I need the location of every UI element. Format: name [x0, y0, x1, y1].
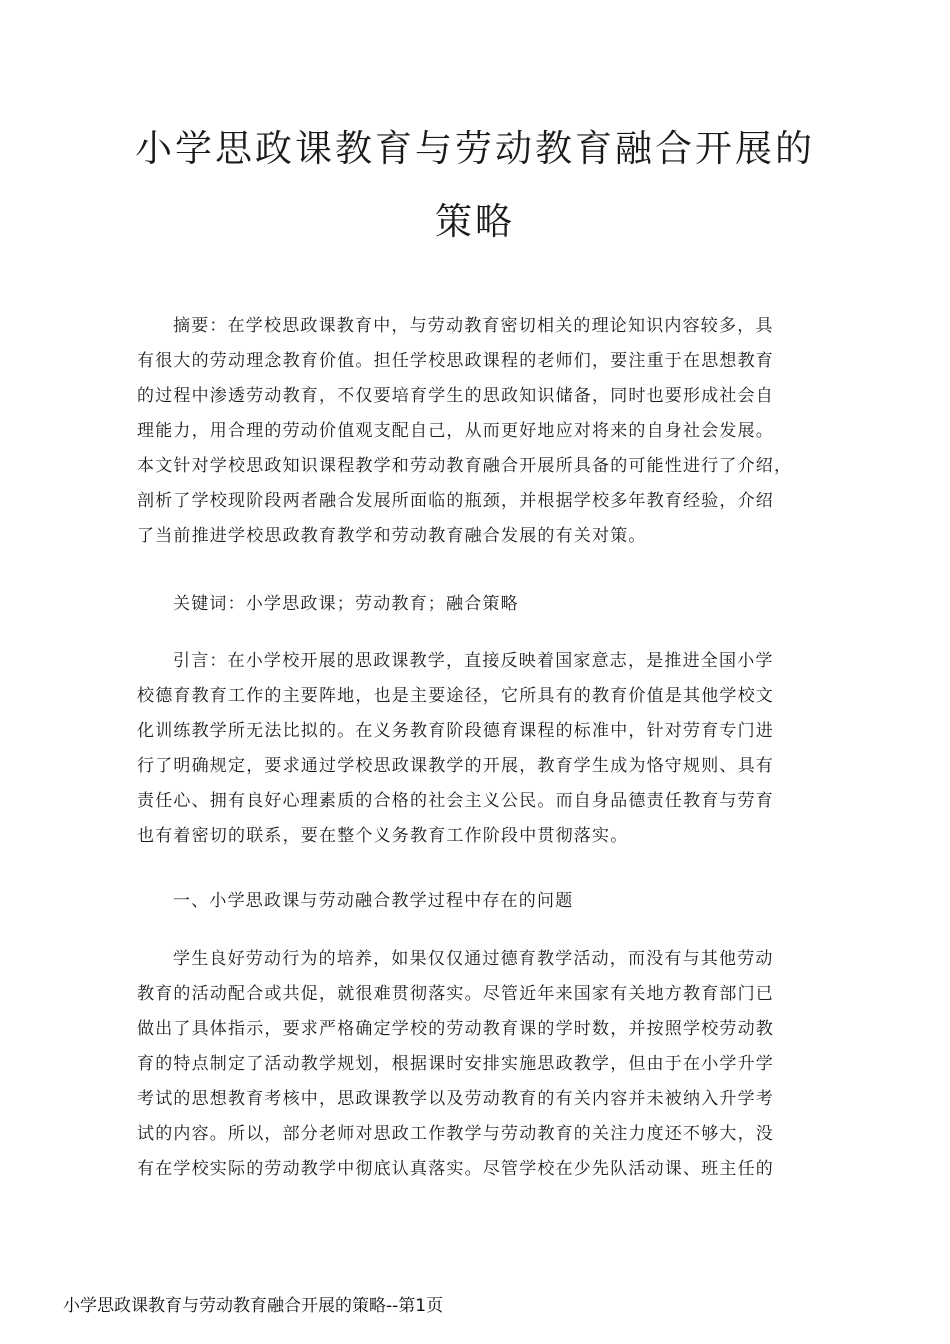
introduction-line: 责任心、拥有良好心理素质的合格的社会主义公民。而自身品德责任教育与劳育 [137, 791, 774, 811]
section-1-line: 育的特点制定了活动教学规划，根据课时安排实施思政教学，但由于在小学升学 [137, 1054, 774, 1074]
abstract-line: 了当前推进学校思政教育教学和劳动教育融合发展的有关对策。 [137, 526, 647, 546]
section-1-line: 考试的思想教育考核中，思政课教学以及劳动教育的有关内容并未被纳入升学考 [137, 1089, 774, 1109]
abstract-line: 的过程中渗透劳动教育，不仅要培育学生的思政知识储备，同时也要形成社会自 [137, 386, 774, 406]
introduction-paragraph [137, 644, 817, 854]
introduction-line: 化训练教学所无法比拟的。在义务教育阶段德育课程的标准中，针对劳育专门进 [137, 721, 774, 741]
page-footer-label: 小学思政课教育与劳动教育融合开展的策略--第1页 [63, 1296, 444, 1316]
keywords-paragraph [137, 587, 817, 622]
abstract-paragraph [137, 309, 817, 554]
introduction-line: 校德育教育工作的主要阵地，也是主要途径，它所具有的教育价值是其他学校文 [137, 686, 774, 706]
introduction-line: 也有着密切的联系，要在整个义务教育工作阶段中贯彻落实。 [137, 826, 629, 846]
abstract-line: 摘要：在学校思政课教育中，与劳动教育密切相关的理论知识内容较多，具 [173, 316, 774, 336]
abstract-line: 有很大的劳动理念教育价值。担任学校思政课程的老师们，要注重于在思想教育 [137, 351, 774, 371]
abstract-line: 理能力，用合理的劳动价值观支配自己，从而更好地应对将来的自身社会发展。 [137, 421, 774, 441]
document-title-line-2: 策略 [435, 200, 515, 243]
keywords-line: 关键词：小学思政课；劳动教育；融合策略 [173, 594, 519, 614]
section-1-line: 学生良好劳动行为的培养，如果仅仅通过德育教学活动，而没有与其他劳动 [173, 949, 774, 969]
section-1-line: 教育的活动配合或共促，就很难贯彻落实。尽管近年来国家有关地方教育部门已 [137, 984, 774, 1004]
section-1-line: 试的内容。所以，部分老师对思政工作教学与劳动教育的关注力度还不够大，没 [137, 1124, 774, 1144]
section-1-line: 有在学校实际的劳动教学中彻底认真落实。尽管学校在少先队活动课、班主任的 [137, 1159, 774, 1179]
section-1-line: 做出了具体指示，要求严格确定学校的劳动教育课的学时数，并按照学校劳动教 [137, 1019, 774, 1039]
abstract-line: 剖析了学校现阶段两者融合发展所面临的瓶颈，并根据学校多年教育经验，介绍 [137, 491, 774, 511]
introduction-line: 行了明确规定，要求通过学校思政课教学的开展，教育学生成为恪守规则、具有 [137, 756, 774, 776]
document-title-line-1: 小学思政课教育与劳动教育融合开展的 [135, 127, 815, 170]
section-heading [137, 884, 817, 919]
introduction-line: 引言：在小学校开展的思政课教学，直接反映着国家意志，是推进全国小学 [173, 651, 774, 671]
section-1-heading: 一、小学思政课与劳动融合教学过程中存在的问题 [173, 891, 574, 911]
abstract-line: 本文针对学校思政知识课程教学和劳动教育融合开展所具备的可能性进行了介绍， [137, 456, 793, 476]
section-1-paragraph [137, 942, 817, 1187]
